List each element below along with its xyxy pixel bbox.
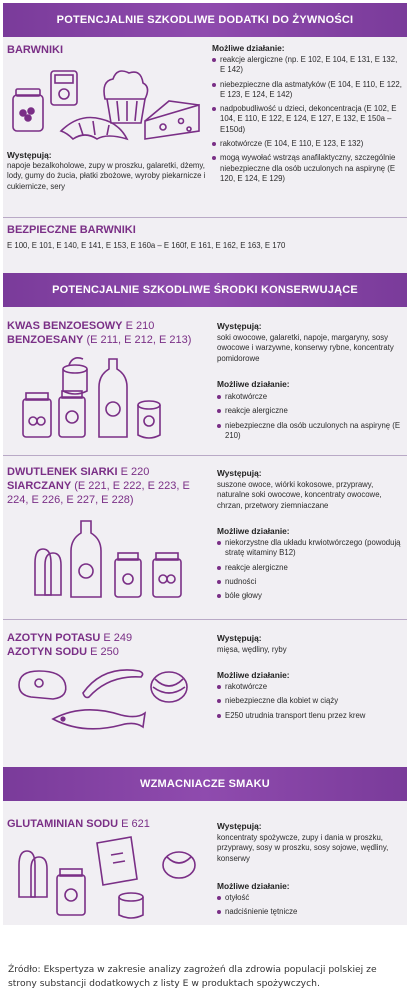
list-item: rakotwórcze	[217, 392, 402, 402]
divider	[3, 217, 407, 218]
benzoic-effects-list	[217, 392, 402, 445]
spice-packet-icon	[97, 837, 137, 885]
benzoic-occurs-text: soki owocowe, galaretki, napoje, margaryny, sosy owocowe i warzywne, konserwy rybne, koncentraty pomidorowe	[217, 333, 394, 363]
jar-icon	[153, 553, 181, 597]
safe-colorants-title: BEZPIECZNE BARWNIKI	[7, 224, 136, 236]
banner-preservatives-title: POTENCJALNIE SZKODLIWE ŚRODKI KONSERWUJĄCE	[52, 284, 358, 296]
bottle-icon	[71, 521, 101, 597]
msg-occurs-text: koncentraty spożywcze, zupy i dania w proszku, przyprawy, sosy w proszku, sosy sojowe, wędliny, konserwy	[217, 833, 389, 863]
fish-icon	[53, 710, 145, 729]
cheese-icon	[145, 101, 199, 139]
nitrite-effects-label: Możliwe działanie:	[217, 670, 290, 680]
sulfur-occurs-text: suszone owoce, wiórki kokosowe, przyprawy, naturalne soki owocowe, koncentraty owocowe, chrzan, przetwory ziemniaczane	[217, 480, 382, 510]
list-item: nadpobudliwość u dzieci, dekoncentracja (E 102, E 104, E 110, E 122, E 124, E 127, E 132, E 150a – E150d)	[212, 104, 402, 135]
barwniki-title: BARWNIKI	[7, 44, 64, 56]
list-item: niebezpieczne dla kobiet w ciąży	[217, 696, 402, 706]
banner-flavor-enhancers-title: WZMACNIACZE SMAKU	[140, 778, 270, 790]
list-item: niekorzystne dla układu krwiotwórczego (powodują stratę witaminy B12)	[217, 538, 402, 559]
sulfur-occurs-label: Występują:	[217, 468, 262, 478]
jar-icon	[115, 553, 141, 597]
sulfites-code: (E 221, E 222, E 223, E 224, E 226, E 227, E 228)	[7, 480, 190, 506]
divider	[3, 619, 407, 620]
can-icon	[138, 401, 160, 438]
sulfur-dioxide-name: DWUTLENEK SIARKI	[7, 466, 118, 478]
sulfur-dioxide-code: E 220	[117, 466, 150, 478]
list-item: mogą wywołać wstrząs anafilaktyczny, szczególnie niebezpieczne dla osób uczulonych na aspirynę (E 120, E 124, E 129)	[212, 153, 402, 184]
benzoates-name: BENZOESANY	[7, 334, 84, 346]
jam-jar-icon	[13, 89, 43, 131]
muffin-icon	[104, 71, 148, 123]
sulfites-name: SIARCZANY	[7, 480, 72, 492]
msg-title	[7, 817, 212, 831]
list-item: rakotwórcze (E 104, E 110, E 123, E 132)	[212, 139, 402, 149]
sulfur-effects-label: Możliwe działanie:	[217, 526, 290, 536]
benzoic-occurs-label: Występują:	[217, 321, 262, 331]
ham-icon	[151, 672, 187, 702]
banner-additives	[3, 3, 407, 37]
benzoic-illustration	[21, 353, 201, 443]
barwniki-effects-label: Możliwe działanie:	[212, 43, 285, 53]
banner-additives-title: POTENCJALNIE SZKODLIWE DODATKI DO ŻYWNOŚCI	[56, 14, 354, 26]
nitrite-effects-list	[217, 682, 402, 725]
benzoates-code: (E 211, E 212, E 213)	[83, 334, 192, 346]
can-icon	[63, 358, 87, 394]
list-item: rakotwórcze	[217, 682, 402, 692]
sausage-icon	[83, 670, 143, 698]
divider	[3, 455, 407, 456]
msg-illustration	[13, 835, 203, 921]
potassium-nitrite-code: E 249	[100, 632, 133, 644]
sulfur-dioxide-title	[7, 465, 212, 507]
sodium-nitrite-code: E 250	[87, 646, 119, 658]
salt-shaker-icon	[35, 549, 61, 595]
benzoic-acid-name: KWAS BENZOESOWY	[7, 320, 123, 332]
jar-icon	[59, 391, 85, 437]
jam-jar-icon	[23, 393, 51, 437]
list-item: reakcje alergiczne (np. E 102, E 104, E 131, E 132, E 142)	[212, 55, 402, 76]
banner-preservatives	[3, 273, 407, 307]
ham-icon	[163, 852, 195, 878]
sodium-nitrite-name: AZOTYN SODU	[7, 646, 88, 658]
source-citation: Źródło: Ekspertyza w zakresie analizy zagrożeń dla zdrowia populacji polskiej ze strony substancji dodatkowych z listy E w produktach spożywczych.	[8, 964, 377, 989]
msg-name: GLUTAMINIAN SODU	[7, 818, 119, 830]
list-item: nudności	[217, 577, 402, 587]
nitrite-occurs-text: mięsa, wędliny, ryby	[217, 645, 287, 654]
barwniki-effects-list	[212, 55, 402, 188]
list-item: E250 utrudnia transport tlenu przez krew	[217, 711, 402, 721]
nitrite-title	[7, 631, 212, 659]
can-icon	[119, 893, 143, 918]
candy-icon	[51, 71, 77, 105]
msg-occurs-label: Występują:	[217, 821, 262, 831]
salt-shaker-icon	[19, 851, 47, 897]
nitrite-occurs-label: Występują:	[217, 633, 262, 643]
barwniki-illustration	[9, 61, 205, 147]
barwniki-occurs-label: Występują:	[7, 150, 52, 160]
banner-flavor-enhancers	[3, 767, 407, 801]
benzoic-acid-title	[7, 319, 212, 347]
msg-code: E 621	[118, 818, 150, 830]
list-item: nadciśnienie tętnicze	[217, 907, 402, 917]
sulfur-illustration	[31, 519, 201, 599]
benzoic-acid-code: E 210	[122, 320, 155, 332]
list-item: niebezpieczne dla astmatyków (E 104, E 110, E 122, E 123, E 124, E 142)	[212, 80, 402, 101]
list-item: otyłość	[217, 893, 402, 903]
list-item: reakcje alergiczne	[217, 406, 402, 416]
potassium-nitrite-name: AZOTYN POTASU	[7, 632, 101, 644]
infographic-card	[3, 3, 407, 925]
bottle-icon	[99, 359, 127, 437]
list-item: reakcje alergiczne	[217, 563, 402, 573]
barwniki-occurs-text: napoje bezalkoholowe, zupy w proszku, galaretki, dżemy, lody, gumy do żucia, płatki zbożowe, wyroby piekarnicze i cukiernicze, sery	[7, 161, 206, 191]
sulfur-effects-list	[217, 538, 402, 605]
list-item: niebezpieczne dla osób uczulonych na aspirynę (E 210)	[217, 421, 402, 442]
jar-icon	[57, 869, 85, 915]
croissant-icon	[61, 118, 127, 140]
msg-effects-label: Możliwe działanie:	[217, 881, 290, 891]
nitrite-illustration	[13, 663, 203, 739]
safe-colorants-list: E 100, E 101, E 140, E 141, E 153, E 160a – E 160f, E 161, E 162, E 163, E 170	[7, 241, 286, 250]
list-item: bóle głowy	[217, 591, 402, 601]
meat-icon	[19, 671, 66, 699]
benzoic-effects-label: Możliwe działanie:	[217, 379, 290, 389]
msg-effects-list	[217, 893, 402, 922]
